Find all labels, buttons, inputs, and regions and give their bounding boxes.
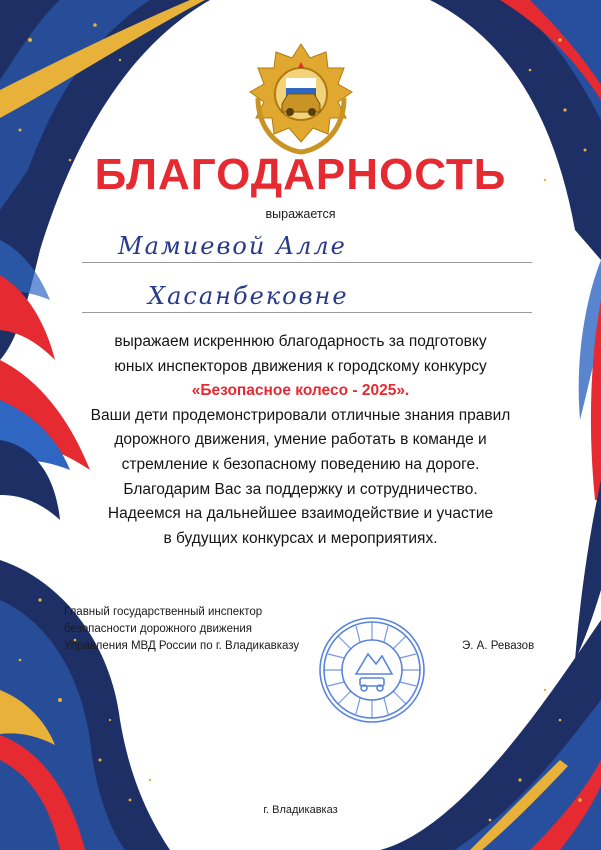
body-line: Надеемся на дальнейшее взаимодействие и участие — [107, 505, 494, 523]
body-line: Благодарим Вас за поддержку и сотрудничество. — [123, 480, 478, 498]
recipient-name-line-2: Хасанбековне — [148, 282, 349, 310]
recipient-underline-2 — [82, 312, 532, 313]
body-line: дорожного движения, умение работать в команде и — [114, 431, 487, 449]
signatory-line: безопасности дорожного движения — [64, 623, 252, 635]
signatory-line: Управления МВД России по г. Владикавказу — [64, 640, 300, 652]
recipient-name-line-1: Мамиевой Алле — [118, 232, 347, 260]
contest-name: «Безопасное колесо - 2025». — [191, 382, 410, 400]
expressed-label: выражается — [265, 207, 336, 221]
recipient-underline-1 — [82, 262, 532, 263]
signatory-name: Э. А. Ревазов — [462, 640, 535, 652]
signatory-position — [64, 604, 299, 655]
body-line: юных инспекторов движения к городскому конкурсу — [114, 357, 487, 375]
traffic-police-emblem-icon — [238, 38, 364, 156]
police-stamp-icon — [316, 614, 428, 726]
certificate-title: БЛАГОДАРНОСТЬ — [94, 150, 507, 199]
city-label: г. Владикавказ — [263, 804, 338, 816]
body-line: в будущих конкурсах и мероприятиях. — [163, 529, 438, 547]
certificate-body — [40, 330, 561, 551]
signatory-line: Главный государственный инспектор — [64, 606, 263, 618]
body-line: выражаем искреннюю благодарность за подготовку — [114, 333, 487, 350]
body-line: Ваши дети продемонстрировали отличные знания правил — [90, 406, 511, 424]
body-line: стремление к безопасному поведению на дороге. — [121, 455, 480, 473]
